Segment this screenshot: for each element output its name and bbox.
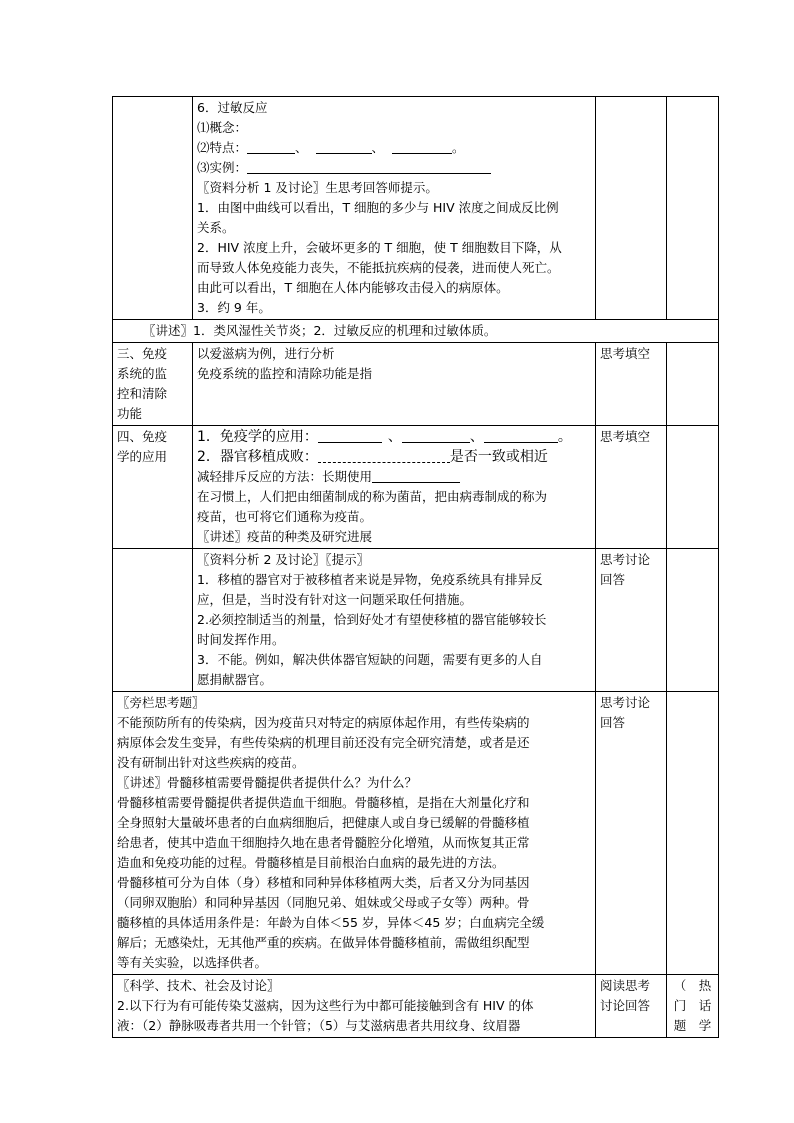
text-line: 由此可以看出，T 细胞在人体内能够攻击侵入的病原体。 — [197, 280, 509, 295]
text-line: 应，但是，当时没有针对这一问题采取任何措施。 — [197, 592, 473, 607]
lecture-note: 〖讲述〗1．类风湿性关节炎；2．过敏反应的机理和过敏体质。 — [143, 323, 497, 338]
table-row — [113, 549, 719, 692]
sidebar-questions-cell — [113, 692, 596, 975]
table-row — [113, 320, 719, 343]
activity-label: 思考讨论 — [600, 552, 651, 567]
note-cell-empty — [667, 549, 719, 692]
transplant-success-line: 2．器官移植成败： 是否一致或相近 — [197, 449, 548, 465]
content-cell — [193, 343, 596, 426]
section-title-line: 功能 — [117, 406, 143, 421]
content-cell-allergy — [193, 97, 596, 320]
lesson-plan-table — [112, 96, 719, 1038]
section-title-line: 学的应用 — [117, 449, 168, 464]
text-line: 2．HIV 浓度上升，会破坏更多的 T 细胞，使 T 细胞数目下降，从 — [197, 240, 562, 255]
section-title-cell — [113, 426, 193, 549]
sts-discussion-cell — [113, 975, 596, 1038]
immunology-applications-line: 1．免疫学的应用： 、 、 。 — [197, 429, 572, 445]
note-cell-empty — [667, 97, 719, 320]
text-line: 3．不能。例如，解决供体器官短缺的问题，需要有更多的人自 — [197, 652, 543, 667]
section-cell-empty — [113, 549, 193, 692]
text-line: 给患者，使其中造血干细胞持久地在患者骨髓腔分化增殖，从而恢复其正常 — [117, 835, 530, 850]
text-line: 1．由图中曲线可以看出，T 细胞的多少与 HIV 浓度之间成反比例 — [197, 200, 559, 215]
hot-topic-note: （ 热 — [673, 978, 712, 993]
activity-label: 回答 — [600, 572, 626, 587]
table-row — [113, 97, 719, 320]
text-line: 愿捐献器官。 — [197, 672, 273, 687]
text-line: 〖科学、技术、社会及讨论〗 — [117, 978, 280, 993]
allergy-features-line: ⑵特点： 、 、 。 — [197, 140, 465, 155]
blank-field[interactable] — [372, 468, 460, 483]
text-line: 不能预防所有的传染病，因为疫苗只对特定的病原体起作用，有些传染病的 — [117, 715, 530, 730]
lecture-note-cell — [113, 320, 719, 343]
text-line: 没有研制出针对这些疾病的疫苗。 — [117, 755, 305, 770]
text-line: 在习惯上，人们把由细菌制成的称为菌苗，把由病毒制成的称为 — [197, 489, 548, 504]
activity-label: 思考填空 — [600, 346, 651, 361]
text-line: 免疫系统的监控和清除功能是指 — [197, 366, 373, 381]
activity-cell — [596, 549, 667, 692]
blank-field[interactable] — [247, 139, 295, 154]
text-line: 疫苗，也可将它们通称为疫苗。 — [197, 509, 373, 524]
activity-cell — [596, 975, 667, 1038]
text-line: 〖资料分析 1 及讨论〗生思考回答师提示。 — [197, 180, 438, 195]
activity-label: 回答 — [600, 715, 626, 730]
table-row — [113, 975, 719, 1038]
text-line: （同卵双胞胎）和同种异基因（同胞兄弟、姐妹或父母或子女等）两种。骨 — [117, 895, 530, 910]
text-line: 全身照射大量破坏患者的白血病细胞后，把健康人或自身已缓解的骨髓移植 — [117, 815, 530, 830]
rejection-method-line: 减轻排斥反应的方法：长期使用 — [197, 467, 591, 487]
text-line: 3．约 9 年。 — [197, 300, 271, 315]
note-cell-empty — [667, 692, 719, 975]
text-line: 病原体会发生变异，有些传染病的机理目前还没有完全研究清楚，或者是还 — [117, 735, 530, 750]
content-cell — [193, 426, 596, 549]
allergy-example-line: ⑶实例： — [197, 158, 591, 178]
hot-topic-note: 门 话 — [673, 998, 712, 1013]
blank-field[interactable] — [318, 448, 450, 463]
table-row — [113, 343, 719, 426]
text-line: 〖讲述〗骨髓移植需要骨髓提供者提供什么？为什么？ — [117, 775, 418, 790]
table-row — [113, 426, 719, 549]
content-cell — [193, 549, 596, 692]
text-line: 液：（2）静脉吸毒者共用一个针管；（5）与艾滋病患者共用纹身、纹眉器 — [117, 1018, 521, 1033]
blank-field[interactable] — [318, 428, 382, 443]
text-line: 2.必须控制适当的剂量，恰到好处才有望使移植的器官能够较长 — [197, 612, 547, 627]
blank-field[interactable] — [402, 428, 470, 443]
text-line: 解后；无感染灶，无其他严重的疾病。在做异体骨髓移植前，需做组织配型 — [117, 935, 530, 950]
activity-label: 思考填空 — [600, 429, 651, 444]
text-line: 〖讲述〗疫苗的种类及研究进展 — [197, 529, 373, 544]
text-line: 而导致人体免疫能力丧失，不能抵抗疾病的侵袭，进而使人死亡。 — [197, 260, 560, 275]
hot-topic-note: 题 学 — [673, 1018, 712, 1033]
activity-label: 阅读思考 — [600, 978, 651, 993]
text-line: 〖资料分析 2 及讨论〗〖提示〗 — [197, 552, 370, 567]
blank-field[interactable] — [392, 139, 452, 154]
section-title-line: 系统的监 — [117, 366, 168, 381]
note-cell-empty — [667, 343, 719, 426]
text-line: ⑴概念： — [197, 120, 248, 135]
note-cell — [667, 975, 719, 1038]
activity-label: 讨论回答 — [600, 998, 651, 1013]
note-cell-empty — [667, 426, 719, 549]
section-cell-empty — [113, 97, 193, 320]
text-line: 造血和免疫功能的过程。骨髓移植是目前根治白血病的最先进的方法。 — [117, 855, 505, 870]
text-line: 关系。 — [197, 220, 235, 235]
activity-cell — [596, 692, 667, 975]
activity-label: 思考讨论 — [600, 695, 651, 710]
text-line: 时间发挥作用。 — [197, 632, 285, 647]
section-title-line: 三、免疫 — [117, 346, 168, 361]
section-title-cell — [113, 343, 193, 426]
text-line: 2.以下行为有可能传染艾滋病，因为这些行为中都可能接触到含有 HIV 的体 — [117, 998, 534, 1013]
activity-cell — [596, 343, 667, 426]
blank-field[interactable] — [484, 428, 558, 443]
activity-cell — [596, 426, 667, 549]
text-line: 髓移植的具体适用条件是：年龄为自体＜55 岁，异体＜45 岁；白血病完全缓 — [117, 915, 545, 930]
text-line: 骨髓移植需要骨髓提供者提供造血干细胞。骨髓移植，是指在大剂量化疗和 — [117, 795, 530, 810]
blank-field[interactable] — [316, 139, 372, 154]
text-line: 以爱滋病为例，进行分析 — [197, 346, 335, 361]
text-line: 6．过敏反应 — [197, 100, 268, 115]
text-line: 等有关实验，以选择供者。 — [117, 955, 268, 970]
section-title-line: 控和清除 — [117, 386, 168, 401]
text-line: 1．移植的器官对于被移植者来说是异物，免疫系统具有排异反 — [197, 572, 543, 587]
section-title-line: 四、免疫 — [117, 429, 168, 444]
text-line: 骨髓移植可分为自体（身）移植和同种异体移植两大类，后者又分为同基因 — [117, 875, 530, 890]
blank-field[interactable] — [247, 159, 491, 174]
activity-cell-empty — [596, 97, 667, 320]
text-line: 〖旁栏思考题〗 — [117, 695, 205, 710]
table-row — [113, 692, 719, 975]
